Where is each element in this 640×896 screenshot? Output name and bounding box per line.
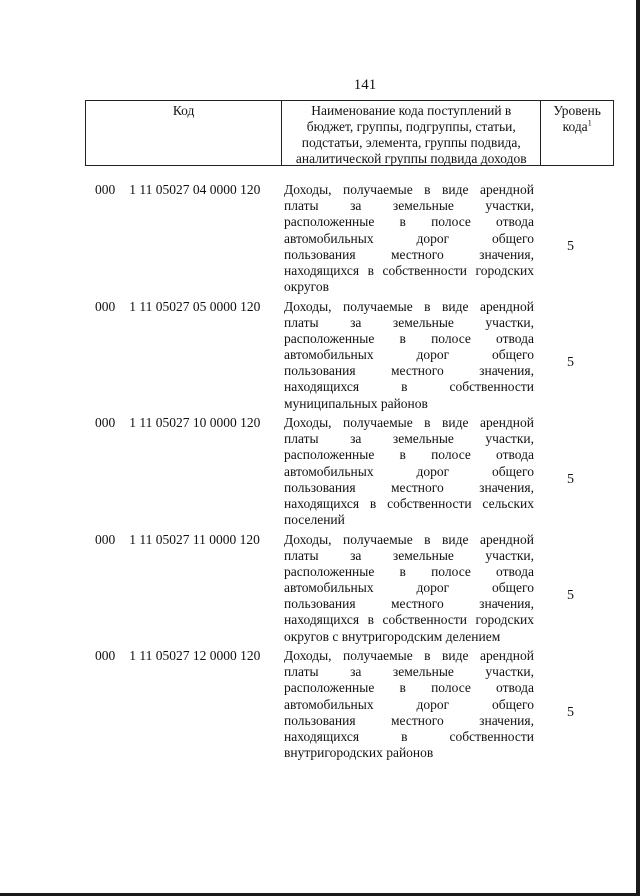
row-name-line: Доходы, получаемые в виде арендной <box>284 182 534 197</box>
row-name-line: расположенные в полосе отвода <box>284 563 534 579</box>
row-name-line: платы за земельные участки, <box>284 198 534 214</box>
row-name-line: округов <box>284 279 329 295</box>
row-level: 5 <box>567 704 574 720</box>
row-name-line: автомобильных дорог общего <box>284 230 534 246</box>
row-name-line: пользования местного значения, <box>284 246 534 262</box>
row-level: 5 <box>567 588 574 604</box>
row-name-line: платы за земельные участки, <box>284 664 534 680</box>
row-name-line: платы за земельные участки, <box>284 431 534 447</box>
row-budget-code: 1 11 05027 10 0000 120 <box>129 415 261 430</box>
row-budget-code: 1 11 05027 04 0000 120 <box>129 182 261 197</box>
table-header <box>85 100 614 166</box>
row-level: 5 <box>567 471 574 487</box>
row-admin-code: 000 <box>95 182 116 197</box>
header-name-line: подстатьи, элемента, группы подвида, <box>301 135 521 150</box>
row-name <box>284 415 534 528</box>
row-name-line: Доходы, получаемые в виде арендной <box>284 648 534 663</box>
header-name <box>282 101 541 165</box>
header-level <box>541 101 613 165</box>
row-name-line: платы за земельные участки, <box>284 314 534 330</box>
row-name <box>284 182 534 295</box>
row-name-line: находящихся в собственности <box>284 728 534 744</box>
row-code <box>95 648 260 664</box>
row-name-line: находящихся в собственности <box>284 379 534 395</box>
row-name-line: автомобильных дорог общего <box>284 696 534 712</box>
footnote-marker: 1 <box>587 118 592 128</box>
row-name-line: пользования местного значения, <box>284 363 534 379</box>
row-admin-code: 000 <box>95 298 116 314</box>
row-name-line: пользования местного значения, <box>284 712 534 728</box>
header-name-line: Наименование кода поступлений в <box>311 103 512 118</box>
row-level: 5 <box>567 355 574 371</box>
row-code <box>95 415 260 431</box>
header-level-label: кода <box>562 119 588 134</box>
row-name-line: автомобильных дорог общего <box>284 580 534 596</box>
header-code <box>86 101 282 165</box>
row-name-line: расположенные в полосе отвода <box>284 214 534 230</box>
row-name-line: Доходы, получаемые в виде арендной <box>284 531 534 547</box>
row-name-line: автомобильных дорог общего <box>284 347 534 363</box>
row-name-line: округов с внутригородским делением <box>284 628 501 644</box>
row-code <box>95 299 260 315</box>
row-name-line: автомобильных дорог общего <box>284 463 534 479</box>
row-admin-code: 000 <box>95 415 116 430</box>
row-name-line: расположенные в полосе отвода <box>284 447 534 463</box>
row-admin-code: 000 <box>95 531 116 547</box>
header-code-label: Код <box>172 103 195 118</box>
row-name-line: Доходы, получаемые в виде арендной <box>284 298 534 314</box>
row-name-line: муниципальных районов <box>284 395 428 411</box>
row-code <box>95 532 260 548</box>
row-name-line: внутригородских районов <box>284 745 434 761</box>
row-budget-code: 1 11 05027 12 0000 120 <box>129 648 261 663</box>
row-name <box>284 648 534 761</box>
row-name <box>284 532 534 645</box>
header-name-line: аналитической группы подвида доходов <box>295 151 527 166</box>
row-admin-code: 000 <box>95 648 116 663</box>
row-name <box>284 299 534 412</box>
header-name-line: бюджет, группы, подгруппы, статьи, <box>306 119 516 134</box>
header-level-line <box>541 119 613 135</box>
row-name-line: платы за земельные участки, <box>284 547 534 563</box>
row-name-line: находящихся в собственности городских <box>284 612 534 628</box>
row-level: 5 <box>567 238 574 254</box>
page-number: 141 <box>353 77 377 93</box>
row-name-line: Доходы, получаемые в виде арендной <box>284 415 534 430</box>
row-budget-code: 1 11 05027 05 0000 120 <box>129 298 261 314</box>
row-code <box>95 182 260 198</box>
row-name-line: пользования местного значения, <box>284 596 534 612</box>
row-name-line: находящихся в собственности сельских <box>284 495 534 511</box>
row-name-line: поселений <box>284 512 345 528</box>
scan-edge-right <box>636 0 640 896</box>
row-name-line: пользования местного значения, <box>284 479 534 495</box>
row-name-line: расположенные в полосе отвода <box>284 680 534 696</box>
row-name-line: расположенные в полосе отвода <box>284 330 534 346</box>
row-budget-code: 1 11 05027 11 0000 120 <box>129 531 260 547</box>
row-name-line: находящихся в собственности городских <box>284 262 534 278</box>
header-level-line: Уровень <box>553 103 601 118</box>
